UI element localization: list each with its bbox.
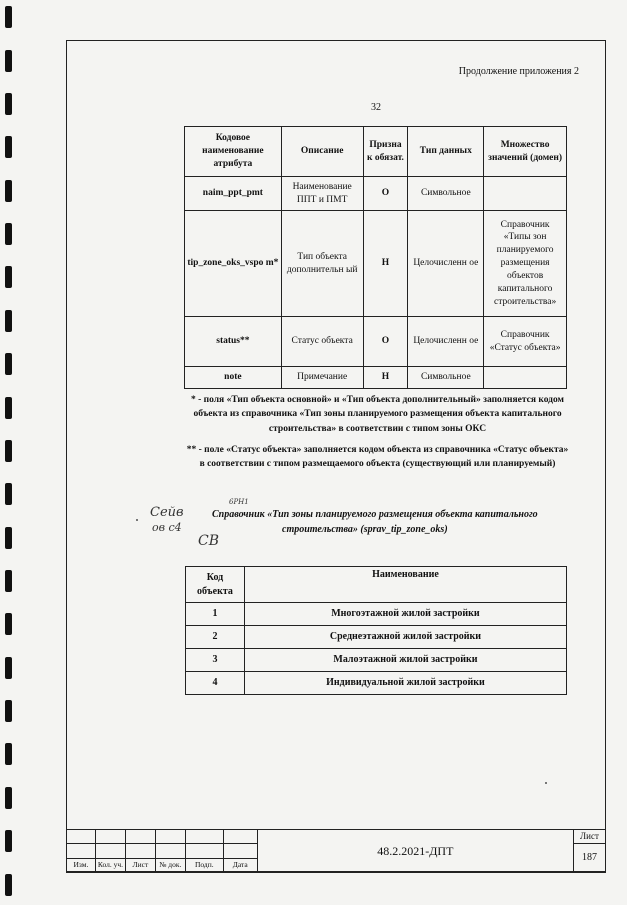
cell-domain: Справочник «Статус объекта»: [484, 317, 567, 367]
cell-attribute: status**: [185, 317, 282, 367]
cell-attribute: note: [185, 367, 282, 389]
stamp-column-label: Лист: [125, 859, 155, 873]
continuation-label: Продолжение приложения 2: [458, 66, 579, 77]
attribute-table: [184, 126, 567, 389]
sheet-number: 187: [573, 844, 605, 873]
cell-description: Наименование ППТ и ПМТ: [281, 177, 363, 211]
cell-required: О: [363, 317, 408, 367]
table-header-row: [185, 127, 567, 177]
table-row: [186, 672, 567, 695]
cell-required: Н: [363, 211, 408, 317]
reference-title-line1: Справочник «Тип зоны планируемого размещения объекта капитального: [212, 509, 538, 520]
handwritten-note: 6РН1: [229, 498, 249, 506]
table-header-row: [186, 567, 567, 603]
footnote-2: ** - поле «Статус объекта» заполняется кодом объекта из справочника «Статус объекта» в соответствии с типом размещаемого объекта (существующий или планируемый): [186, 445, 569, 470]
cell-required: О: [363, 177, 408, 211]
table-row: [185, 177, 567, 211]
table-row: [185, 211, 567, 317]
cell-name: Многоэтажной жилой застройки: [244, 603, 566, 626]
sheet-label: Лист: [573, 830, 605, 844]
handwritten-note: СВ: [198, 533, 219, 549]
cell-code: 1: [186, 603, 245, 626]
stamp-column-label: Дата: [223, 859, 257, 873]
cell-attribute: naim_ppt_pmt: [185, 177, 282, 211]
header-cell: Код объекта: [186, 567, 245, 603]
speck: [545, 782, 547, 784]
cell-required: Н: [363, 367, 408, 389]
zone-type-table: [185, 566, 567, 695]
table-row: [186, 626, 567, 649]
handwritten-note: Сейв: [150, 505, 184, 520]
cell-name: Среднеэтажной жилой застройки: [244, 626, 566, 649]
table-row: [186, 649, 567, 672]
header-cell: Множество значений (домен): [484, 127, 567, 177]
stamp-column-label: Изм.: [67, 859, 96, 873]
cell-description: Примечание: [281, 367, 363, 389]
title-block: [66, 829, 606, 873]
stamp-column-label: № док.: [155, 859, 185, 873]
header-cell: Тип данных: [408, 127, 484, 177]
table-row: [185, 317, 567, 367]
stamp-column-label: Кол. уч.: [95, 859, 125, 873]
cell-code: 4: [186, 672, 245, 695]
header-cell: Описание: [281, 127, 363, 177]
cell-description: Статус объекта: [281, 317, 363, 367]
cell-type: Целочисленн ое: [408, 317, 484, 367]
header-cell: Наименование: [244, 567, 566, 603]
header-cell: Призна к обязат.: [363, 127, 408, 177]
table-row: [185, 367, 567, 389]
cell-name: Индивидуальной жилой застройки: [244, 672, 566, 695]
cell-domain: [484, 367, 567, 389]
document-code: 48.2.2021-ДПТ: [257, 830, 573, 873]
cell-code: 3: [186, 649, 245, 672]
cell-domain: [484, 177, 567, 211]
cell-name: Малоэтажной жилой застройки: [244, 649, 566, 672]
reference-title-line2: строительства» (sprav_tip_zone_oks): [282, 524, 448, 535]
cell-description: Тип объекта дополнительн ый: [281, 211, 363, 317]
cell-attribute: tip_zone_oks_vspo m*: [185, 211, 282, 317]
footnote-1: * - поля «Тип объекта основной» и «Тип объекта дополнительный» заполняется кодом объекта из справочника «Тип зоны планируемого размещения объекта капитального строительства» в соответствии с типом зоны ОКС: [190, 395, 565, 434]
table-row: [186, 603, 567, 626]
cell-type: Символьное: [408, 177, 484, 211]
cell-domain: Справочник «Типы зон планируемого размещения объектов капитального строительства»: [484, 211, 567, 317]
cell-type: Символьное: [408, 367, 484, 389]
cell-type: Целочисленн ое: [408, 211, 484, 317]
cell-code: 2: [186, 626, 245, 649]
page-number: 32: [371, 102, 381, 113]
speck: [136, 519, 138, 521]
header-cell: Кодовое наименование атрибута: [185, 127, 282, 177]
handwritten-note: ов с4: [152, 521, 182, 534]
stamp-column-label: Подп.: [185, 859, 223, 873]
